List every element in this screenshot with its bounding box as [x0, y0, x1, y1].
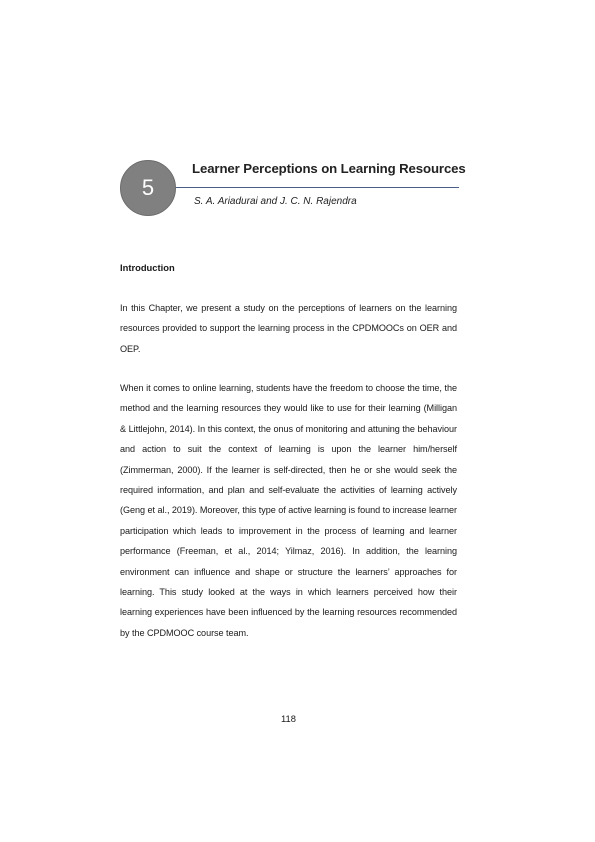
chapter-number: 5: [141, 174, 155, 200]
section-heading-introduction: Introduction: [120, 262, 175, 273]
chapter-authors: S. A. Ariadurai and J. C. N. Rajendra: [194, 196, 357, 207]
body-paragraph: In this Chapter, we present a study on the perceptions of learners on the learning resources provided to support the learning process in the CPDMOOCs on OER and OEP.: [120, 303, 457, 354]
body-paragraph: When it comes to online learning, students have the freedom to choose the time, the method and the learning resources they would like to use for their learning (Milligan & Littlejohn, 2014). In this context, the onus of monitoring and attuning the behaviour and action to suit the context of learning is upon the learner him/herself (Zimmerman, 2000). If the learner is self-directed, then he or she would seek the required information, and plan and self-evaluate the activities of learning actively (Geng et al., 2019). Moreover, this type of active learning is found to increase learner participation which leads to improvement in the process of learning and learner performance (Freeman, et al., 2014; Yilmaz, 2016). In addition, the learning environment can influence and shape or structure the learners’ approaches for learning. This study looked at the ways in which learners perceived how their learning experiences have been influenced by the learning resources recommended by the CPDMOOC course team.: [120, 383, 457, 638]
title-divider: [176, 187, 459, 188]
page-number: 118: [281, 713, 296, 724]
chapter-number-badge: [120, 160, 176, 216]
chapter-title: Learner Perceptions on Learning Resources: [192, 161, 466, 176]
